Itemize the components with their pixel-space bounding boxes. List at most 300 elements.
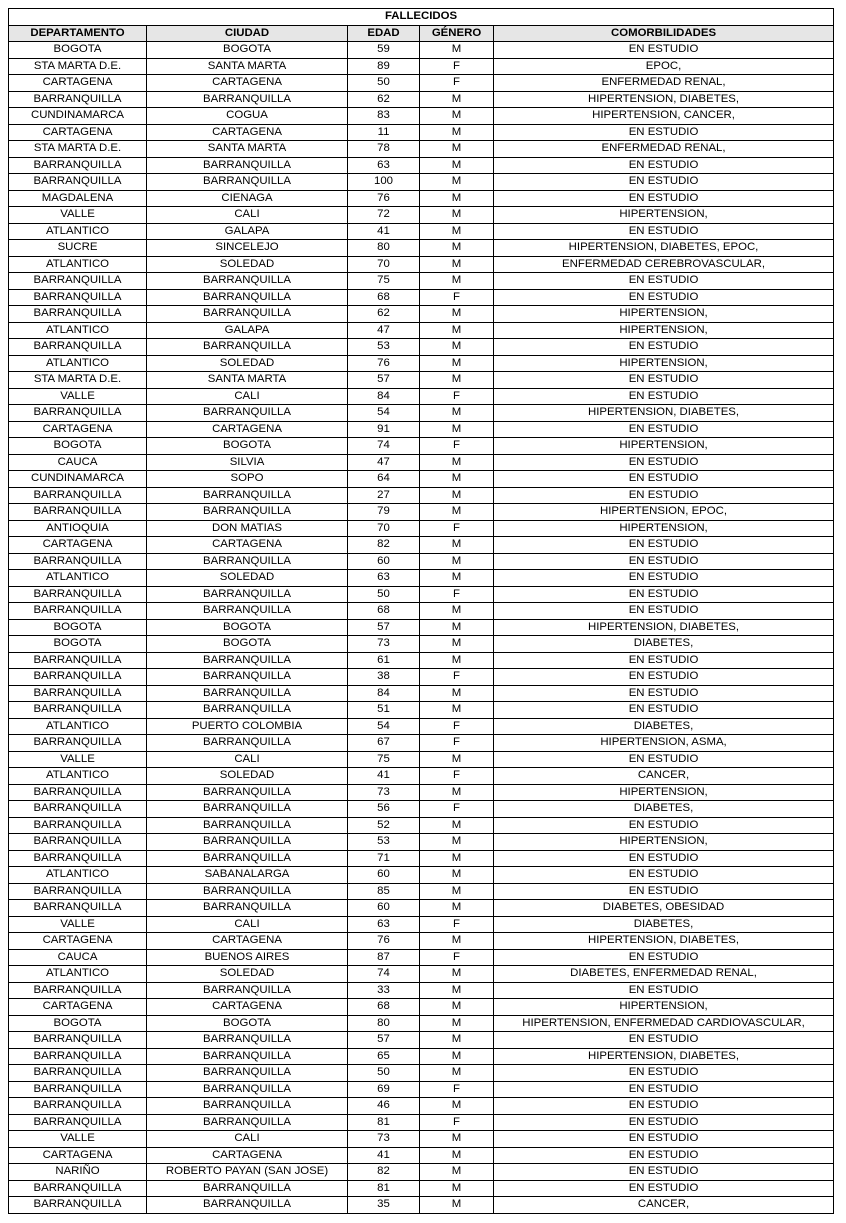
departamento-cell: ATLANTICO [9,256,147,273]
edad-cell: 84 [348,388,420,405]
departamento-cell: BOGOTA [9,619,147,636]
ciudad-cell: BARRANQUILLA [147,900,348,917]
genero-cell: F [420,586,494,603]
departamento-cell: CAUCA [9,949,147,966]
table-row [9,883,834,900]
comorbilidades-cell: EN ESTUDIO [494,1147,834,1164]
genero-cell: M [420,355,494,372]
departamento-cell: BOGOTA [9,1015,147,1032]
table-row [9,471,834,488]
edad-cell: 75 [348,751,420,768]
ciudad-cell: GALAPA [147,223,348,240]
genero-cell: M [420,834,494,851]
departamento-cell: BARRANQUILLA [9,982,147,999]
column-header-comorbilidades: COMORBILIDADES [494,25,834,42]
ciudad-cell: SOLEDAD [147,966,348,983]
ciudad-cell: CALI [147,916,348,933]
departamento-cell: BARRANQUILLA [9,1098,147,1115]
comorbilidades-cell: EN ESTUDIO [494,603,834,620]
departamento-cell: BARRANQUILLA [9,735,147,752]
comorbilidades-cell: EN ESTUDIO [494,652,834,669]
edad-cell: 59 [348,42,420,59]
table-row [9,520,834,537]
genero-cell: F [420,768,494,785]
genero-cell: M [420,1048,494,1065]
ciudad-cell: BOGOTA [147,1015,348,1032]
ciudad-cell: SOPO [147,471,348,488]
comorbilidades-cell: ENFERMEDAD CEREBROVASCULAR, [494,256,834,273]
edad-cell: 57 [348,372,420,389]
ciudad-cell: SOLEDAD [147,355,348,372]
comorbilidades-cell: HIPERTENSION, DIABETES, [494,619,834,636]
ciudad-cell: BARRANQUILLA [147,883,348,900]
departamento-cell: BARRANQUILLA [9,1081,147,1098]
comorbilidades-cell: EN ESTUDIO [494,1164,834,1181]
comorbilidades-cell: DIABETES, ENFERMEDAD RENAL, [494,966,834,983]
comorbilidades-cell: HIPERTENSION, [494,306,834,323]
departamento-cell: BOGOTA [9,636,147,653]
ciudad-cell: BOGOTA [147,636,348,653]
comorbilidades-cell: CANCER, [494,1197,834,1214]
fallecidos-table [8,8,834,1214]
comorbilidades-cell: HIPERTENSION, [494,207,834,224]
comorbilidades-cell: HIPERTENSION, DIABETES, [494,1048,834,1065]
departamento-cell: BARRANQUILLA [9,652,147,669]
edad-cell: 70 [348,256,420,273]
comorbilidades-cell: HIPERTENSION, [494,322,834,339]
edad-cell: 41 [348,1147,420,1164]
genero-cell: M [420,1015,494,1032]
departamento-cell: BARRANQUILLA [9,1114,147,1131]
table-row [9,306,834,323]
edad-cell: 70 [348,520,420,537]
edad-cell: 74 [348,438,420,455]
table-title: FALLECIDOS [9,9,834,26]
edad-cell: 81 [348,1114,420,1131]
departamento-cell: ATLANTICO [9,966,147,983]
edad-cell: 60 [348,867,420,884]
comorbilidades-cell: DIABETES, [494,916,834,933]
table-row [9,240,834,257]
comorbilidades-cell: EN ESTUDIO [494,1131,834,1148]
comorbilidades-cell: EN ESTUDIO [494,1180,834,1197]
genero-cell: M [420,702,494,719]
table-row [9,124,834,141]
table-row [9,388,834,405]
departamento-cell: CARTAGENA [9,999,147,1016]
table-row [9,42,834,59]
ciudad-cell: BARRANQUILLA [147,1065,348,1082]
table-row [9,933,834,950]
ciudad-cell: CARTAGENA [147,75,348,92]
table-head [9,9,834,42]
genero-cell: F [420,1114,494,1131]
edad-cell: 61 [348,652,420,669]
genero-cell: M [420,553,494,570]
edad-cell: 50 [348,1065,420,1082]
ciudad-cell: BARRANQUILLA [147,603,348,620]
departamento-cell: VALLE [9,388,147,405]
edad-cell: 76 [348,933,420,950]
departamento-cell: BOGOTA [9,438,147,455]
comorbilidades-cell: ENFERMEDAD RENAL, [494,75,834,92]
comorbilidades-cell: EN ESTUDIO [494,702,834,719]
departamento-cell: BARRANQUILLA [9,603,147,620]
comorbilidades-cell: DIABETES, [494,636,834,653]
ciudad-cell: BARRANQUILLA [147,1098,348,1115]
ciudad-cell: BARRANQUILLA [147,174,348,191]
table-row [9,504,834,521]
ciudad-cell: BARRANQUILLA [147,817,348,834]
ciudad-cell: SOLEDAD [147,570,348,587]
genero-cell: M [420,190,494,207]
edad-cell: 68 [348,999,420,1016]
edad-cell: 53 [348,834,420,851]
departamento-cell: ATLANTICO [9,768,147,785]
table-row [9,949,834,966]
edad-cell: 54 [348,718,420,735]
comorbilidades-cell: EN ESTUDIO [494,339,834,356]
departamento-cell: CARTAGENA [9,124,147,141]
title-row [9,9,834,26]
edad-cell: 60 [348,553,420,570]
departamento-cell: STA MARTA D.E. [9,141,147,158]
ciudad-cell: SOLEDAD [147,256,348,273]
ciudad-cell: CALI [147,751,348,768]
ciudad-cell: COGUA [147,108,348,125]
edad-cell: 73 [348,1131,420,1148]
ciudad-cell: BARRANQUILLA [147,1114,348,1131]
genero-cell: M [420,1131,494,1148]
edad-cell: 85 [348,883,420,900]
edad-cell: 57 [348,1032,420,1049]
comorbilidades-cell: EN ESTUDIO [494,570,834,587]
edad-cell: 52 [348,817,420,834]
ciudad-cell: SILVIA [147,454,348,471]
genero-cell: M [420,240,494,257]
table-row [9,190,834,207]
edad-cell: 79 [348,504,420,521]
departamento-cell: BARRANQUILLA [9,1180,147,1197]
genero-cell: M [420,1197,494,1214]
comorbilidades-cell: EN ESTUDIO [494,1098,834,1115]
comorbilidades-cell: EN ESTUDIO [494,537,834,554]
ciudad-cell: BARRANQUILLA [147,553,348,570]
genero-cell: F [420,949,494,966]
table-row [9,768,834,785]
table-row [9,58,834,75]
genero-cell: M [420,619,494,636]
genero-cell: F [420,289,494,306]
comorbilidades-cell: HIPERTENSION, DIABETES, EPOC, [494,240,834,257]
ciudad-cell: SANTA MARTA [147,58,348,75]
edad-cell: 71 [348,850,420,867]
ciudad-cell: PUERTO COLOMBIA [147,718,348,735]
comorbilidades-cell: EN ESTUDIO [494,289,834,306]
departamento-cell: BARRANQUILLA [9,834,147,851]
genero-cell: M [420,421,494,438]
edad-cell: 47 [348,322,420,339]
genero-cell: F [420,669,494,686]
departamento-cell: ATLANTICO [9,322,147,339]
departamento-cell: BARRANQUILLA [9,405,147,422]
table-row [9,1065,834,1082]
genero-cell: M [420,322,494,339]
table-row [9,91,834,108]
edad-cell: 80 [348,240,420,257]
comorbilidades-cell: HIPERTENSION, [494,520,834,537]
ciudad-cell: BARRANQUILLA [147,1197,348,1214]
departamento-cell: ATLANTICO [9,223,147,240]
departamento-cell: BARRANQUILLA [9,669,147,686]
comorbilidades-cell: HIPERTENSION, [494,784,834,801]
genero-cell: M [420,537,494,554]
ciudad-cell: BARRANQUILLA [147,801,348,818]
table-row [9,1197,834,1214]
departamento-cell: VALLE [9,751,147,768]
comorbilidades-cell: EN ESTUDIO [494,751,834,768]
genero-cell: M [420,999,494,1016]
genero-cell: M [420,273,494,290]
ciudad-cell: BARRANQUILLA [147,702,348,719]
comorbilidades-cell: DIABETES, OBESIDAD [494,900,834,917]
genero-cell: M [420,1164,494,1181]
ciudad-cell: SANTA MARTA [147,372,348,389]
departamento-cell: BARRANQUILLA [9,1197,147,1214]
departamento-cell: BARRANQUILLA [9,273,147,290]
table-row [9,405,834,422]
edad-cell: 53 [348,339,420,356]
departamento-cell: CAUCA [9,454,147,471]
table-row [9,108,834,125]
ciudad-cell: CARTAGENA [147,421,348,438]
edad-cell: 75 [348,273,420,290]
departamento-cell: BARRANQUILLA [9,900,147,917]
table-row [9,553,834,570]
ciudad-cell: BARRANQUILLA [147,91,348,108]
edad-cell: 27 [348,487,420,504]
table-body [9,42,834,1214]
edad-cell: 89 [348,58,420,75]
departamento-cell: BARRANQUILLA [9,1032,147,1049]
genero-cell: M [420,652,494,669]
departamento-cell: BARRANQUILLA [9,174,147,191]
edad-cell: 41 [348,768,420,785]
table-row [9,289,834,306]
table-row [9,652,834,669]
genero-cell: M [420,42,494,59]
table-row [9,438,834,455]
edad-cell: 41 [348,223,420,240]
comorbilidades-cell: ENFERMEDAD RENAL, [494,141,834,158]
genero-cell: M [420,454,494,471]
edad-cell: 76 [348,355,420,372]
departamento-cell: ATLANTICO [9,718,147,735]
comorbilidades-cell: HIPERTENSION, DIABETES, [494,405,834,422]
ciudad-cell: BARRANQUILLA [147,850,348,867]
genero-cell: F [420,801,494,818]
comorbilidades-cell: EN ESTUDIO [494,685,834,702]
departamento-cell: CARTAGENA [9,421,147,438]
genero-cell: M [420,603,494,620]
departamento-cell: BARRANQUILLA [9,850,147,867]
ciudad-cell: GALAPA [147,322,348,339]
genero-cell: F [420,718,494,735]
departamento-cell: BARRANQUILLA [9,1048,147,1065]
table-row [9,685,834,702]
edad-cell: 62 [348,306,420,323]
comorbilidades-cell: EN ESTUDIO [494,1032,834,1049]
ciudad-cell: BARRANQUILLA [147,487,348,504]
edad-cell: 76 [348,190,420,207]
comorbilidades-cell: HIPERTENSION, [494,834,834,851]
ciudad-cell: BARRANQUILLA [147,1048,348,1065]
genero-cell: F [420,520,494,537]
table-row [9,570,834,587]
genero-cell: F [420,388,494,405]
edad-cell: 72 [348,207,420,224]
ciudad-cell: BUENOS AIRES [147,949,348,966]
table-row [9,735,834,752]
table-row [9,900,834,917]
genero-cell: M [420,784,494,801]
ciudad-cell: CARTAGENA [147,537,348,554]
departamento-cell: ATLANTICO [9,570,147,587]
table-row [9,669,834,686]
genero-cell: M [420,306,494,323]
edad-cell: 74 [348,966,420,983]
departamento-cell: CARTAGENA [9,933,147,950]
genero-cell: M [420,933,494,950]
comorbilidades-cell: HIPERTENSION, DIABETES, [494,91,834,108]
genero-cell: M [420,256,494,273]
departamento-cell: BARRANQUILLA [9,487,147,504]
column-header-ciudad: CIUDAD [147,25,348,42]
table-row [9,834,834,851]
genero-cell: M [420,405,494,422]
comorbilidades-cell: HIPERTENSION, [494,438,834,455]
ciudad-cell: BARRANQUILLA [147,405,348,422]
edad-cell: 51 [348,702,420,719]
table-row [9,586,834,603]
departamento-cell: ANTIOQUIA [9,520,147,537]
genero-cell: M [420,471,494,488]
departamento-cell: CARTAGENA [9,75,147,92]
table-row [9,784,834,801]
departamento-cell: BARRANQUILLA [9,1065,147,1082]
genero-cell: M [420,1180,494,1197]
comorbilidades-cell: EPOC, [494,58,834,75]
departamento-cell: ATLANTICO [9,867,147,884]
ciudad-cell: BARRANQUILLA [147,669,348,686]
table-row [9,603,834,620]
table-row [9,355,834,372]
column-header-genero: GÉNERO [420,25,494,42]
departamento-cell: VALLE [9,916,147,933]
table-row [9,751,834,768]
table-row [9,1147,834,1164]
comorbilidades-cell: DIABETES, [494,801,834,818]
ciudad-cell: BARRANQUILLA [147,273,348,290]
departamento-cell: CARTAGENA [9,537,147,554]
table-row [9,702,834,719]
table-row [9,75,834,92]
comorbilidades-cell: EN ESTUDIO [494,124,834,141]
comorbilidades-cell: EN ESTUDIO [494,157,834,174]
edad-cell: 57 [348,619,420,636]
table-row [9,1131,834,1148]
edad-cell: 83 [348,108,420,125]
ciudad-cell: CARTAGENA [147,933,348,950]
column-header-departamento: DEPARTAMENTO [9,25,147,42]
table-row [9,256,834,273]
genero-cell: F [420,438,494,455]
ciudad-cell: BARRANQUILLA [147,157,348,174]
genero-cell: M [420,966,494,983]
genero-cell: M [420,157,494,174]
ciudad-cell: ROBERTO PAYAN (SAN JOSE) [147,1164,348,1181]
departamento-cell: BOGOTA [9,42,147,59]
ciudad-cell: SINCELEJO [147,240,348,257]
comorbilidades-cell: EN ESTUDIO [494,223,834,240]
genero-cell: M [420,487,494,504]
genero-cell: M [420,372,494,389]
table-row [9,999,834,1016]
ciudad-cell: CALI [147,1131,348,1148]
comorbilidades-cell: EN ESTUDIO [494,1081,834,1098]
edad-cell: 63 [348,916,420,933]
table-row [9,817,834,834]
ciudad-cell: BARRANQUILLA [147,735,348,752]
table-row [9,273,834,290]
genero-cell: M [420,570,494,587]
comorbilidades-cell: EN ESTUDIO [494,388,834,405]
table-row [9,1048,834,1065]
edad-cell: 87 [348,949,420,966]
ciudad-cell: CALI [147,207,348,224]
departamento-cell: SUCRE [9,240,147,257]
edad-cell: 78 [348,141,420,158]
genero-cell: M [420,636,494,653]
edad-cell: 73 [348,784,420,801]
ciudad-cell: DON MATIAS [147,520,348,537]
genero-cell: M [420,751,494,768]
departamento-cell: BARRANQUILLA [9,553,147,570]
edad-cell: 46 [348,1098,420,1115]
edad-cell: 80 [348,1015,420,1032]
comorbilidades-cell: EN ESTUDIO [494,553,834,570]
table-row [9,619,834,636]
ciudad-cell: SANTA MARTA [147,141,348,158]
comorbilidades-cell: HIPERTENSION, ENFERMEDAD CARDIOVASCULAR, [494,1015,834,1032]
ciudad-cell: BARRANQUILLA [147,339,348,356]
ciudad-cell: BARRANQUILLA [147,504,348,521]
departamento-cell: BARRANQUILLA [9,702,147,719]
departamento-cell: BARRANQUILLA [9,685,147,702]
genero-cell: M [420,1032,494,1049]
genero-cell: F [420,75,494,92]
departamento-cell: BARRANQUILLA [9,586,147,603]
ciudad-cell: BARRANQUILLA [147,1032,348,1049]
departamento-cell: VALLE [9,1131,147,1148]
comorbilidades-cell: EN ESTUDIO [494,471,834,488]
genero-cell: F [420,916,494,933]
edad-cell: 54 [348,405,420,422]
edad-cell: 68 [348,603,420,620]
comorbilidades-cell: EN ESTUDIO [494,1114,834,1131]
genero-cell: M [420,900,494,917]
comorbilidades-cell: EN ESTUDIO [494,174,834,191]
